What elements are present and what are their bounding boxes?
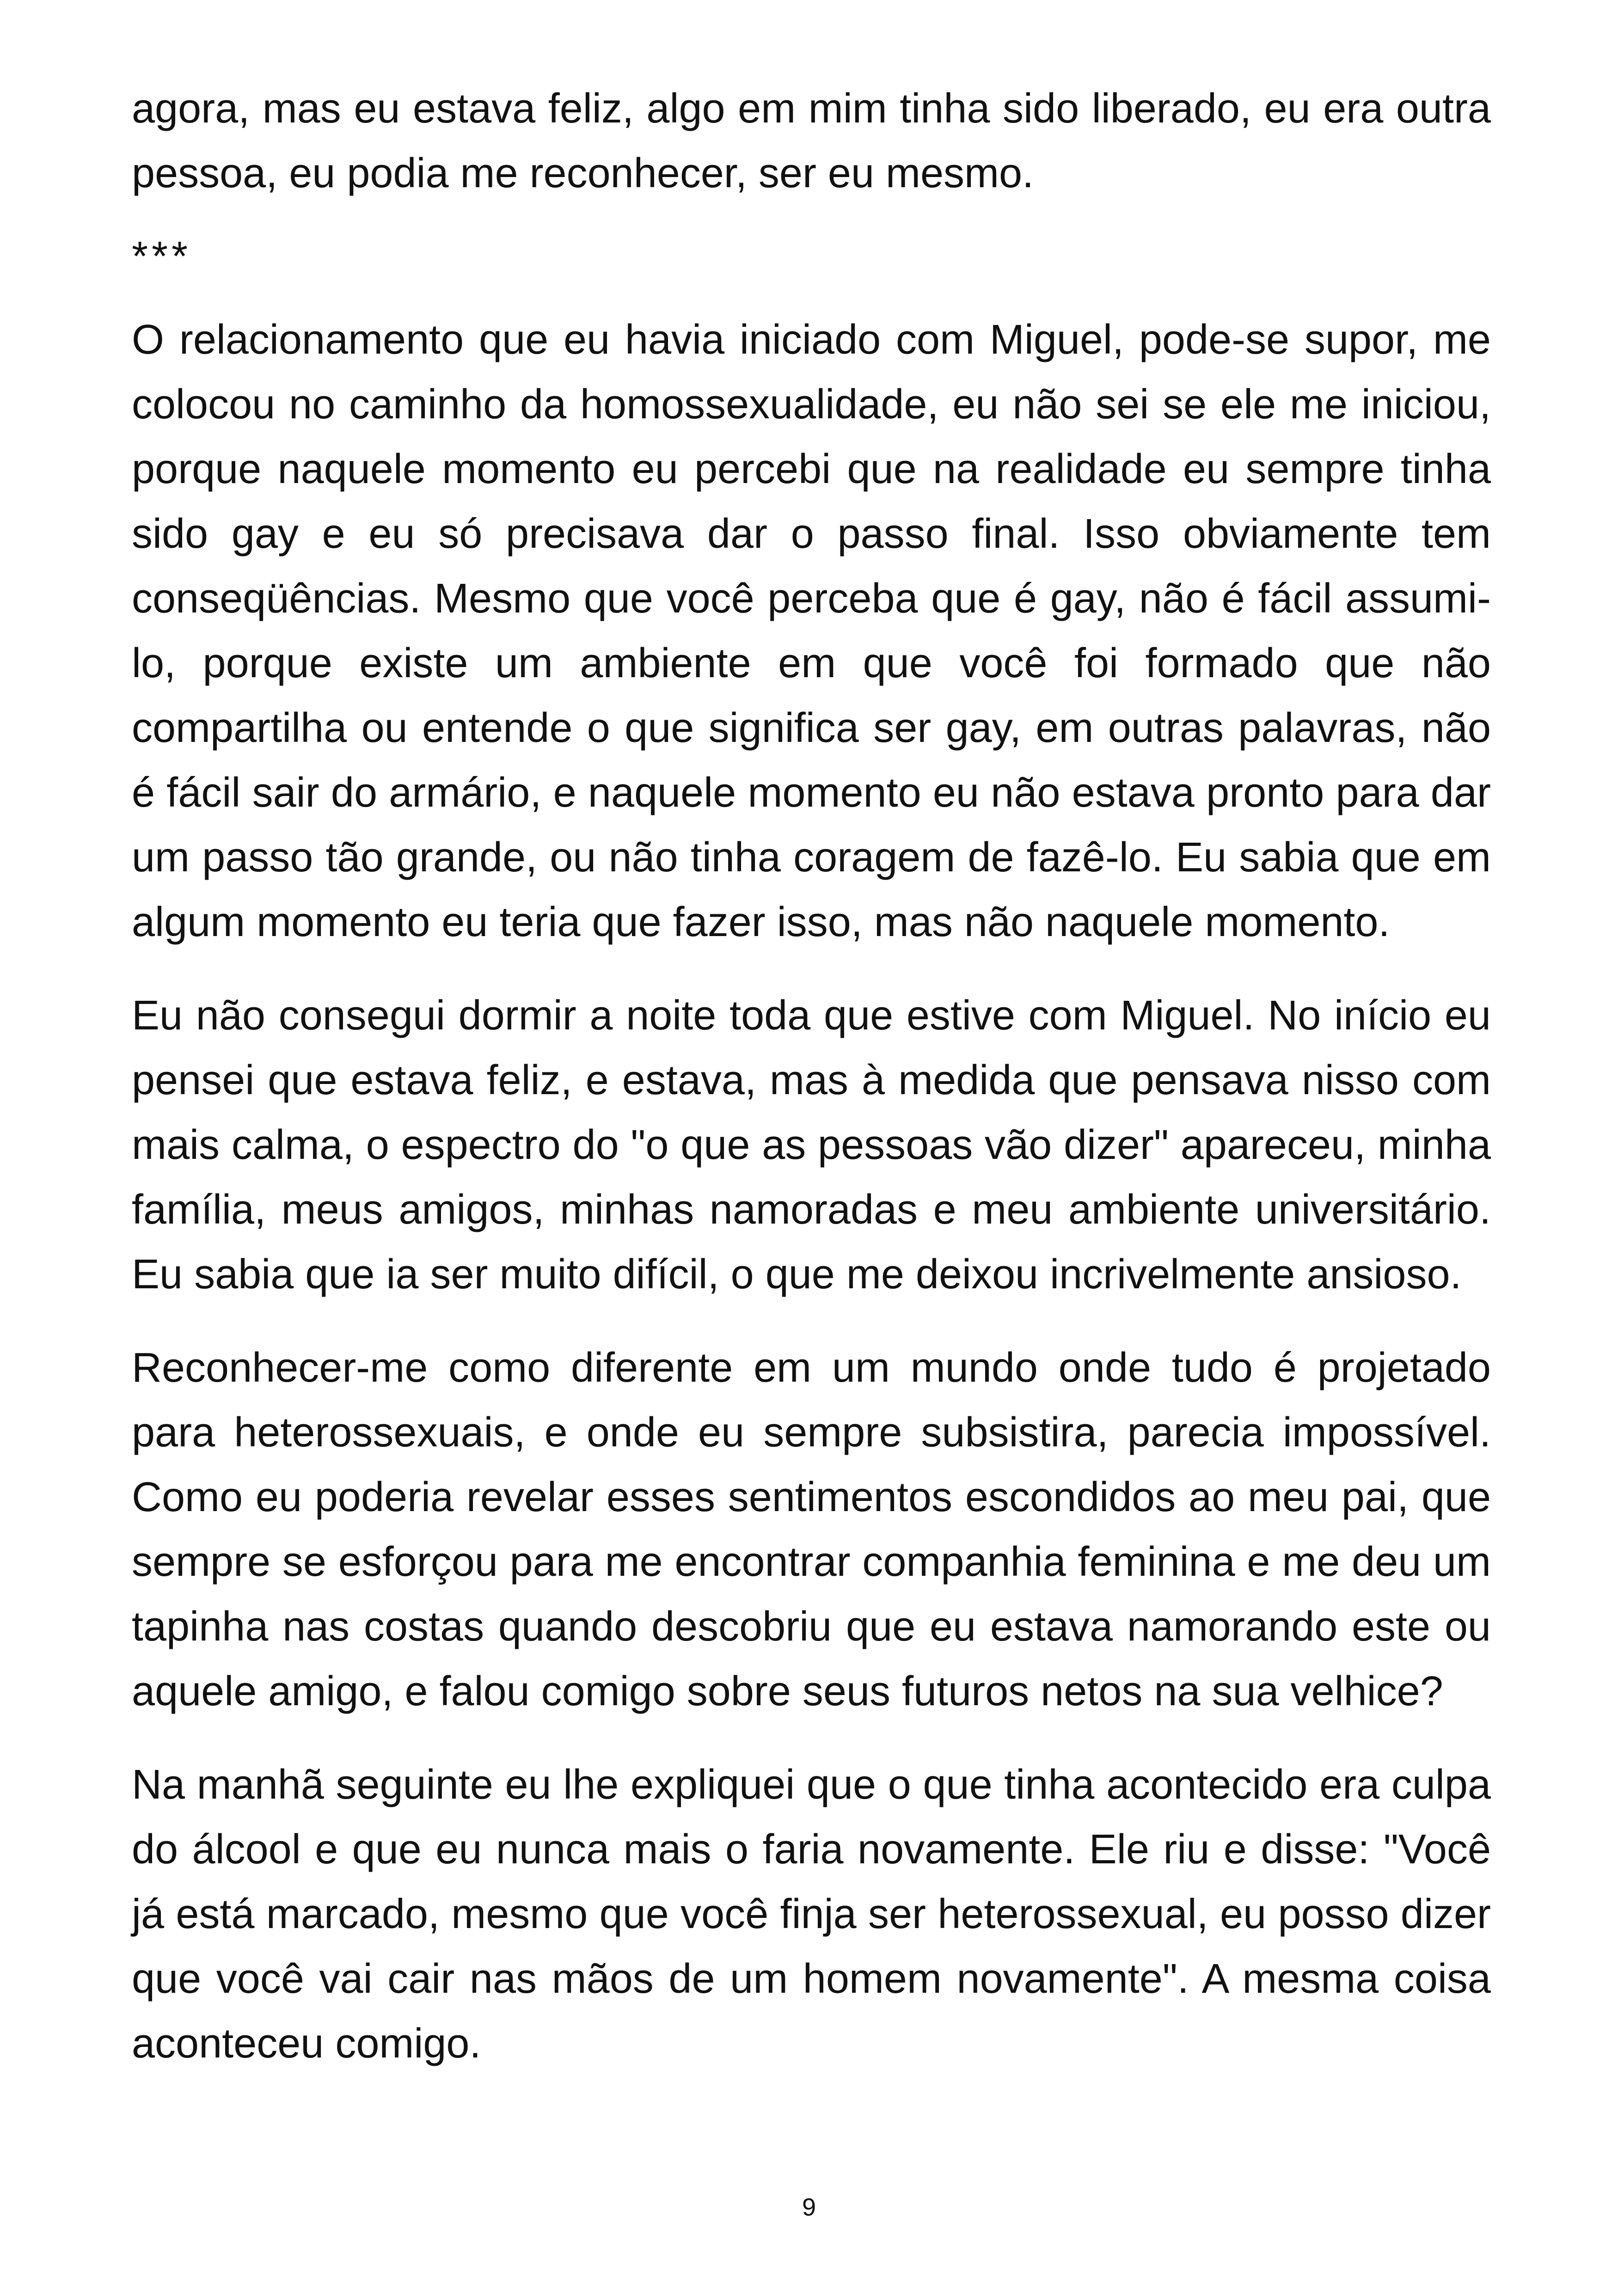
paragraph-5: Na manhã seguinte eu lhe expliquei que o que tinha acontecido era culpa do álcool e que eu nunca mais o faria novamente. Ele riu e disse: "Você já está marcado, mesmo que você finja ser heterossexual, eu posso dizer que você vai cair nas mãos de um homem novamente". A mesma coisa aconteceu comigo. bbox=[132, 1762, 1491, 2067]
paragraph-2: O relacionamento que eu havia iniciado com Miguel, pode-se supor, me colocou no caminho da homossexualidade, eu não sei se ele me iniciou, porque naquele momento eu percebi que na realidade eu sempre tinha sido gay e eu só precisava dar o passo final. Isso obviamente tem conseqüências. Mesmo que você perceba que é gay, não é fácil assumi-lo, porque existe um ambiente em que você foi formado que não compartilha ou entende o que significa ser gay, em outras palavras, não é fácil sair do armário, e naquele momento eu não estava pronto para dar um passo tão grande, ou não tinha coragem de fazê-lo. Eu sabia que em algum momento eu teria que fazer isso, mas não naquele momento. bbox=[132, 317, 1491, 945]
body-text bbox=[132, 76, 1491, 2105]
page-number: 9 bbox=[802, 2193, 816, 2221]
paragraph-1: agora, mas eu estava feliz, algo em mim tinha sido liberado, eu era outra pessoa, eu podia me reconhecer, ser eu mesmo. bbox=[132, 86, 1491, 196]
paragraph-3: Eu não consegui dormir a noite toda que estive com Miguel. No início eu pensei que estava feliz, e estava, mas à medida que pensava nisso com mais calma, o espectro do "o que as pessoas vão dizer" apareceu, minha família, meus amigos, minhas namoradas e meu ambiente universitário. Eu sabia que ia ser muito difícil, o que me deixou incrivelmente ansioso. bbox=[132, 992, 1491, 1298]
section-separator: *** bbox=[132, 233, 192, 280]
paragraph-4: Reconhecer-me como diferente em um mundo onde tudo é projetado para heterossexuais, e onde eu sempre subsistira, parecia impossível. Como eu poderia revelar esses sentimentos escondidos ao meu pai, que sempre se esforçou para me encontrar companhia feminina e me deu um tapinha nas costas quando descobriu que eu estava namorando este ou aquele amigo, e falou comigo sobre seus futuros netos na sua velhice? bbox=[132, 1345, 1491, 1714]
